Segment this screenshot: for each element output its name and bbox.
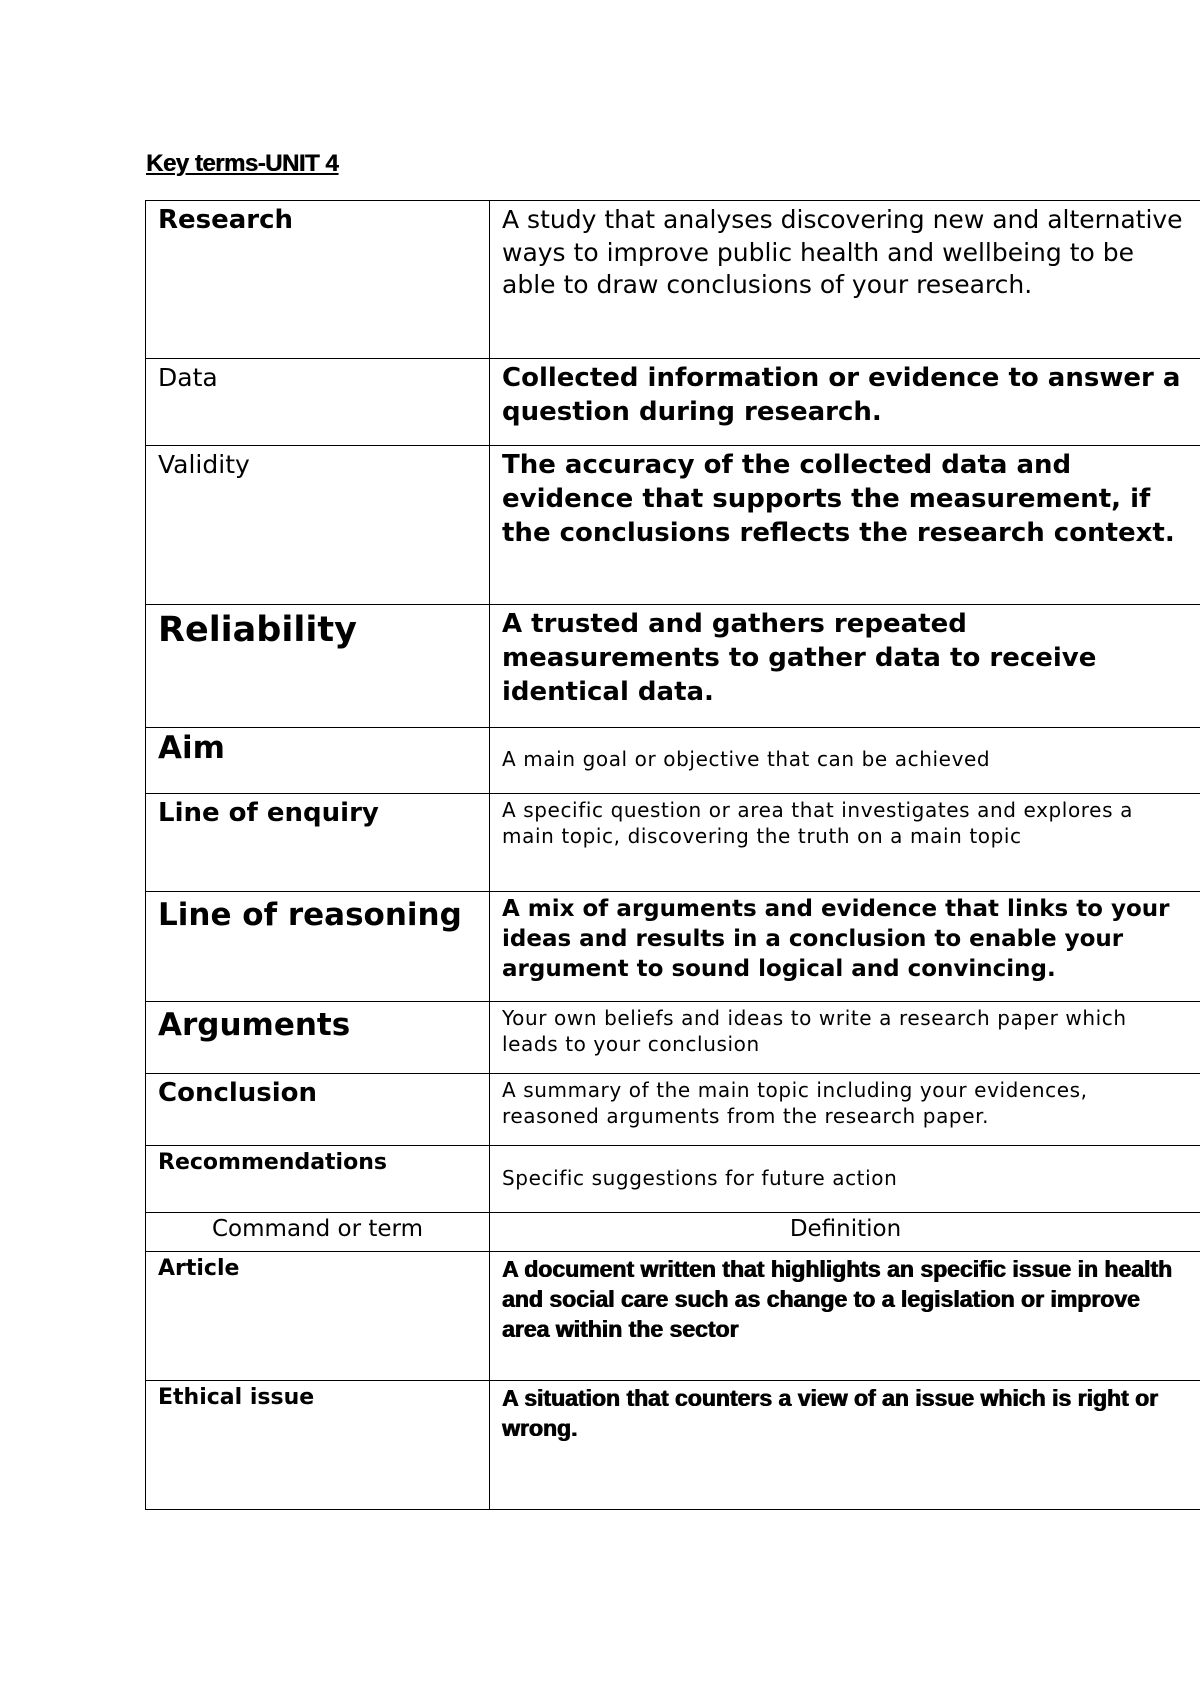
table-row — [146, 1381, 1200, 1510]
term-cell: Reliability — [146, 605, 490, 728]
term-cell: Article — [146, 1252, 490, 1381]
definition-line: wrong. — [502, 1414, 578, 1441]
header-term: Command or term — [146, 1213, 490, 1252]
term-cell: Recommendations — [146, 1146, 490, 1213]
term-cell: Validity — [146, 446, 490, 605]
term-cell: Conclusion — [146, 1074, 490, 1146]
term-cell: Aim — [146, 728, 490, 794]
table-row — [146, 1146, 1200, 1213]
definition-cell: A mix of arguments and evidence that links to your ideas and results in a conclusion to enable your argument to sound logical and convincing. — [490, 892, 1200, 1002]
page-title: Key terms-UNIT 4 — [146, 150, 339, 177]
table-row — [146, 794, 1200, 892]
header-definition: Definition — [490, 1213, 1200, 1252]
table-row — [146, 446, 1200, 605]
definition-cell: Your own beliefs and ideas to write a research paper which leads to your conclusion — [490, 1002, 1200, 1074]
table-row — [146, 1252, 1200, 1381]
term-cell: Ethical issue — [146, 1381, 490, 1510]
key-terms-table — [145, 200, 1200, 1510]
definition-cell: A document written that highlights an specific issue in health and social care such as change to a legislation or improve area within the sector — [490, 1252, 1200, 1381]
definition-cell: Specific suggestions for future action — [490, 1146, 1200, 1213]
definition-cell: Collected information or evidence to answer a question during research. — [490, 359, 1200, 446]
table-row — [146, 605, 1200, 728]
table-row — [146, 728, 1200, 794]
table-row — [146, 1074, 1200, 1146]
term-cell: Line of reasoning — [146, 892, 490, 1002]
table-row — [146, 892, 1200, 1002]
table-header-row — [146, 1213, 1200, 1252]
term-cell: Data — [146, 359, 490, 446]
table-row — [146, 201, 1200, 359]
definition-cell: The accuracy of the collected data and evidence that supports the measurement, if the conclusions reflects the research context. — [490, 446, 1200, 605]
definition-cell: A specific question or area that investigates and explores a main topic, discovering the truth on a main topic — [490, 794, 1200, 892]
definition-cell: A summary of the main topic including your evidences, reasoned arguments from the research paper. — [490, 1074, 1200, 1146]
table-row — [146, 359, 1200, 446]
definition-cell: A study that analyses discovering new and alternative ways to improve public health and wellbeing to be able to draw conclusions of your research. — [490, 201, 1200, 359]
term-cell: Research — [146, 201, 490, 359]
term-cell: Line of enquiry — [146, 794, 490, 892]
definition-cell: A main goal or objective that can be achieved — [490, 728, 1200, 794]
definition-cell — [490, 1381, 1200, 1510]
table-row — [146, 1002, 1200, 1074]
definition-line: A situation that counters a view of an issue which is right or — [502, 1385, 1159, 1411]
term-cell: Arguments — [146, 1002, 490, 1074]
definition-cell: A trusted and gathers repeated measurements to gather data to receive identical data. — [490, 605, 1200, 728]
